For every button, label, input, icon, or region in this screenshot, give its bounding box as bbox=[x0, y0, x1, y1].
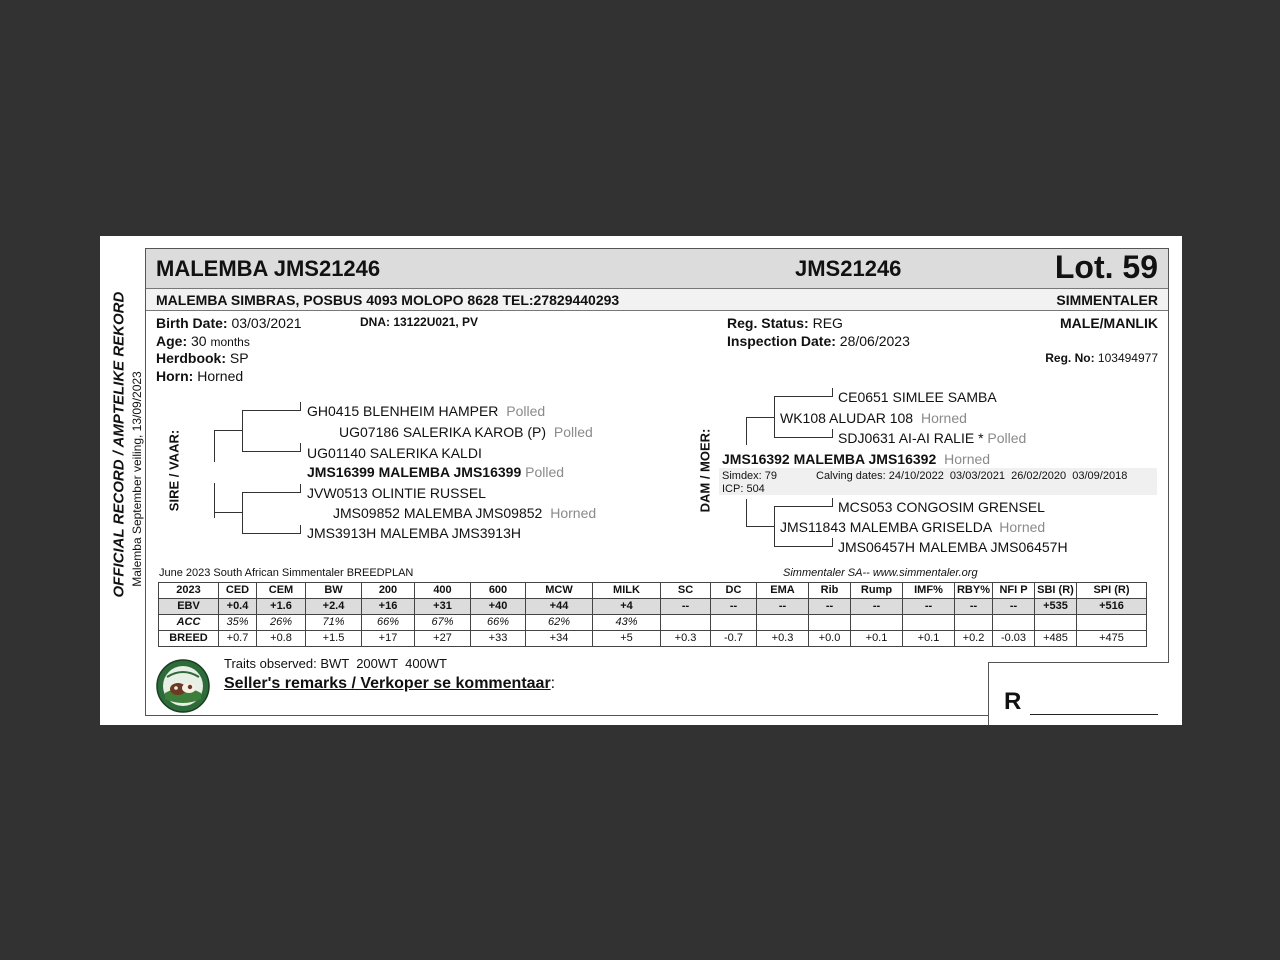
horn-status bbox=[156, 368, 243, 384]
ebv-cell: +17 bbox=[362, 631, 415, 647]
ebv-cell: EMA bbox=[757, 583, 809, 599]
herdbook-value: SP bbox=[229, 350, 249, 366]
ebv-cell: -- bbox=[809, 599, 851, 615]
ebv-cell: +27 bbox=[415, 631, 471, 647]
ebv-cell bbox=[757, 615, 809, 631]
ebv-row-label: ACC bbox=[159, 615, 219, 631]
sire-side-label: SIRE / VAAR: bbox=[166, 429, 182, 512]
reg-number bbox=[1045, 351, 1158, 365]
dam bbox=[722, 451, 990, 467]
ebv-cell bbox=[661, 615, 711, 631]
sellers-remarks bbox=[224, 675, 555, 693]
official-record-label: OFFICIAL RECORD / AMPTELIKE REKORD bbox=[110, 291, 128, 598]
ebv-cell: +1.6 bbox=[257, 599, 306, 615]
horn-tag: Horned bbox=[550, 505, 597, 521]
age-unit: months bbox=[210, 335, 250, 349]
ebv-cell: +0.7 bbox=[219, 631, 257, 647]
ebv-cell: 62% bbox=[526, 615, 593, 631]
ebv-cell: +516 bbox=[1077, 599, 1147, 615]
ped-name: JMS16399 MALEMBA JMS16399 bbox=[307, 464, 522, 480]
ped-name: JMS09852 MALEMBA JMS09852 bbox=[333, 505, 543, 521]
lot-number: Lot. 59 bbox=[1054, 249, 1158, 285]
inspection-label: Inspection Date: bbox=[727, 333, 836, 349]
ebv-cell bbox=[851, 615, 903, 631]
reg-no-label: Reg. No: bbox=[1045, 351, 1095, 365]
horn-tag: Polled bbox=[506, 403, 546, 419]
birth-date bbox=[156, 315, 302, 331]
inspection-date bbox=[727, 333, 910, 349]
breedplan-website: Simmentaler SA-- www.simmentaler.org bbox=[783, 567, 978, 579]
ebv-cell: +0.4 bbox=[219, 599, 257, 615]
sire-sire-dam bbox=[307, 445, 482, 461]
breeder-address: MALEMBA SIMBRAS, POSBUS 4093 MOLOPO 8628 TEL:27829440293 bbox=[156, 292, 620, 308]
ebv-cell: 35% bbox=[219, 615, 257, 631]
ebv-row bbox=[159, 599, 1147, 615]
ebv-cell: -- bbox=[757, 599, 809, 615]
dam-sire-sire bbox=[838, 389, 997, 405]
ebv-cell: -- bbox=[851, 599, 903, 615]
ebv-cell: -- bbox=[955, 599, 993, 615]
ebv-cell: RBY% bbox=[955, 583, 993, 599]
ebv-row-label: 2023 bbox=[159, 583, 219, 599]
sale-record-card bbox=[100, 236, 1182, 725]
ped-name: JMS16392 MALEMBA JMS16392 bbox=[722, 451, 937, 467]
ped-name: GH0415 BLENHEIM HAMPER bbox=[307, 403, 499, 419]
horn-value: Horned bbox=[197, 368, 244, 384]
sire-sire-sire bbox=[307, 403, 545, 419]
ebv-cell: -- bbox=[661, 599, 711, 615]
ebv-cell: -- bbox=[993, 599, 1035, 615]
ebv-cell: +0.8 bbox=[257, 631, 306, 647]
dna-info: DNA: 13122U021, PV bbox=[360, 315, 479, 329]
traits-observed: Traits observed: BWT 200WT 400WT bbox=[224, 656, 447, 671]
ebv-row-label: BREED bbox=[159, 631, 219, 647]
birth-date-value: 03/03/2021 bbox=[231, 315, 302, 331]
sire-dam-sire bbox=[307, 485, 486, 501]
ebv-cell: MCW bbox=[526, 583, 593, 599]
dam-calving-dates: Calving dates: 24/10/2022 03/03/2021 26/02/2020 03/09/2018 bbox=[816, 470, 1128, 482]
ebv-cell: -0.03 bbox=[993, 631, 1035, 647]
dam-simdex: Simdex: 79 bbox=[722, 470, 778, 482]
ped-name: UG07186 SALERIKA KAROB (P) bbox=[339, 424, 546, 440]
ebv-cell: 43% bbox=[593, 615, 661, 631]
price-label: R bbox=[1004, 688, 1022, 715]
ebv-header-row bbox=[159, 583, 1147, 599]
sire-dam bbox=[333, 505, 596, 521]
breed-name: SIMMENTALER bbox=[1056, 292, 1158, 308]
ebv-cell: -0.7 bbox=[711, 631, 757, 647]
ebv-cell: 66% bbox=[362, 615, 415, 631]
ebv-cell bbox=[903, 615, 955, 631]
ebv-cell: +0.1 bbox=[851, 631, 903, 647]
horn-tag: Horned bbox=[920, 410, 967, 426]
ped-name: WK108 ALUDAR 108 bbox=[780, 410, 914, 426]
dam-icp: ICP: 504 bbox=[722, 483, 765, 495]
reg-status bbox=[727, 315, 843, 331]
ebv-cell: +16 bbox=[362, 599, 415, 615]
horn-tag: Horned bbox=[999, 519, 1046, 535]
breed-avg-row bbox=[159, 631, 1147, 647]
herdbook-label: Herdbook: bbox=[156, 350, 226, 366]
ebv-cell: BW bbox=[306, 583, 362, 599]
ebv-cell: SPI (R) bbox=[1077, 583, 1147, 599]
age-value: 30 bbox=[191, 333, 207, 349]
ebv-cell: MILK bbox=[593, 583, 661, 599]
dam-sire-dam bbox=[838, 430, 1026, 446]
reg-no-value: 103494977 bbox=[1097, 351, 1158, 365]
ebv-cell: CEM bbox=[257, 583, 306, 599]
dam-dam-dam bbox=[838, 539, 1068, 555]
ebv-cell: CED bbox=[219, 583, 257, 599]
ebv-cell: +5 bbox=[593, 631, 661, 647]
ebv-cell: +475 bbox=[1077, 631, 1147, 647]
ebv-cell: +0.2 bbox=[955, 631, 993, 647]
dam-dam-sire bbox=[838, 499, 1045, 515]
ebv-cell bbox=[955, 615, 993, 631]
reg-status-label: Reg. Status: bbox=[727, 315, 809, 331]
ebv-cell bbox=[711, 615, 757, 631]
dam-side-label: DAM / MOER: bbox=[697, 428, 713, 513]
ebv-cell: +4 bbox=[593, 599, 661, 615]
ebv-cell: -- bbox=[711, 599, 757, 615]
ped-name: JMS06457H MALEMBA JMS06457H bbox=[838, 539, 1068, 555]
animal-id: JMS21246 bbox=[795, 256, 902, 281]
ebv-cell: +0.0 bbox=[809, 631, 851, 647]
ped-name: MCS053 CONGOSIM GRENSEL bbox=[838, 499, 1045, 515]
ebv-cell: Rib bbox=[809, 583, 851, 599]
ebv-cell: +34 bbox=[526, 631, 593, 647]
ebv-cell: +1.5 bbox=[306, 631, 362, 647]
ebv-cell: 26% bbox=[257, 615, 306, 631]
ped-name: JMS3913H MALEMBA JMS3913H bbox=[307, 525, 521, 541]
horn-tag: Polled bbox=[553, 424, 593, 440]
remarks-colon: : bbox=[550, 675, 556, 692]
sex: MALE/MANLIK bbox=[1060, 315, 1158, 331]
ebv-cell: +485 bbox=[1035, 631, 1077, 647]
ebv-cell: SBI (R) bbox=[1035, 583, 1077, 599]
acc-row bbox=[159, 615, 1147, 631]
sire-dam-dam bbox=[307, 525, 521, 541]
ebv-cell: IMF% bbox=[903, 583, 955, 599]
ebv-cell bbox=[1035, 615, 1077, 631]
ped-name: JMS11843 MALEMBA GRISELDA bbox=[780, 519, 992, 535]
ebv-cell: 71% bbox=[306, 615, 362, 631]
horn-tag: Horned bbox=[944, 451, 991, 467]
animal-name: MALEMBA JMS21246 bbox=[156, 256, 381, 281]
dam-sire bbox=[780, 410, 967, 426]
ebv-cell: +33 bbox=[471, 631, 526, 647]
ebv-cell: +0.1 bbox=[903, 631, 955, 647]
ebv-cell: +31 bbox=[415, 599, 471, 615]
ebv-cell: 600 bbox=[471, 583, 526, 599]
ebv-cell: +40 bbox=[471, 599, 526, 615]
ebv-row-label: EBV bbox=[159, 599, 219, 615]
birth-date-label: Birth Date: bbox=[156, 315, 228, 331]
price-field[interactable] bbox=[1030, 714, 1158, 715]
sire bbox=[307, 464, 564, 480]
simmentaler-logo-icon bbox=[156, 659, 210, 713]
sale-name-date: Malemba September veiling, 13/09/2023 bbox=[130, 371, 144, 587]
ebv-cell: 66% bbox=[471, 615, 526, 631]
ebv-cell: +0.3 bbox=[661, 631, 711, 647]
age-label: Age: bbox=[156, 333, 188, 349]
ebv-cell: 67% bbox=[415, 615, 471, 631]
ebv-cell: +535 bbox=[1035, 599, 1077, 615]
inspection-value: 28/06/2023 bbox=[839, 333, 910, 349]
horn-tag: Polled bbox=[525, 464, 565, 480]
ebv-cell: 400 bbox=[415, 583, 471, 599]
sire-sire bbox=[339, 424, 593, 440]
ebv-cell bbox=[809, 615, 851, 631]
breedplan-title: June 2023 South African Simmentaler BREEDPLAN bbox=[159, 567, 414, 579]
ebv-cell bbox=[1077, 615, 1147, 631]
ped-name: JVW0513 OLINTIE RUSSEL bbox=[307, 485, 486, 501]
ebv-cell bbox=[993, 615, 1035, 631]
ebv-cell: +44 bbox=[526, 599, 593, 615]
horn-label: Horn: bbox=[156, 368, 194, 384]
ped-name: UG01140 SALERIKA KALDI bbox=[307, 445, 482, 461]
ebv-cell: -- bbox=[903, 599, 955, 615]
ebv-cell: Rump bbox=[851, 583, 903, 599]
ebv-cell: +0.3 bbox=[757, 631, 809, 647]
horn-tag: Polled bbox=[987, 430, 1027, 446]
reg-status-value: REG bbox=[812, 315, 843, 331]
age bbox=[156, 333, 250, 349]
ped-name: CE0651 SIMLEE SAMBA bbox=[838, 389, 997, 405]
ped-name: SDJ0631 AI-AI RALIE * bbox=[838, 430, 984, 446]
ebv-cell: +2.4 bbox=[306, 599, 362, 615]
dam-dam bbox=[780, 519, 1045, 535]
herdbook bbox=[156, 350, 249, 366]
ebv-cell: NFI P bbox=[993, 583, 1035, 599]
ebv-cell: DC bbox=[711, 583, 757, 599]
remarks-label: Seller's remarks / Verkoper se kommentaar bbox=[224, 675, 551, 692]
ebv-cell: SC bbox=[661, 583, 711, 599]
ebv-cell: 200 bbox=[362, 583, 415, 599]
ebv-table bbox=[158, 582, 1147, 647]
